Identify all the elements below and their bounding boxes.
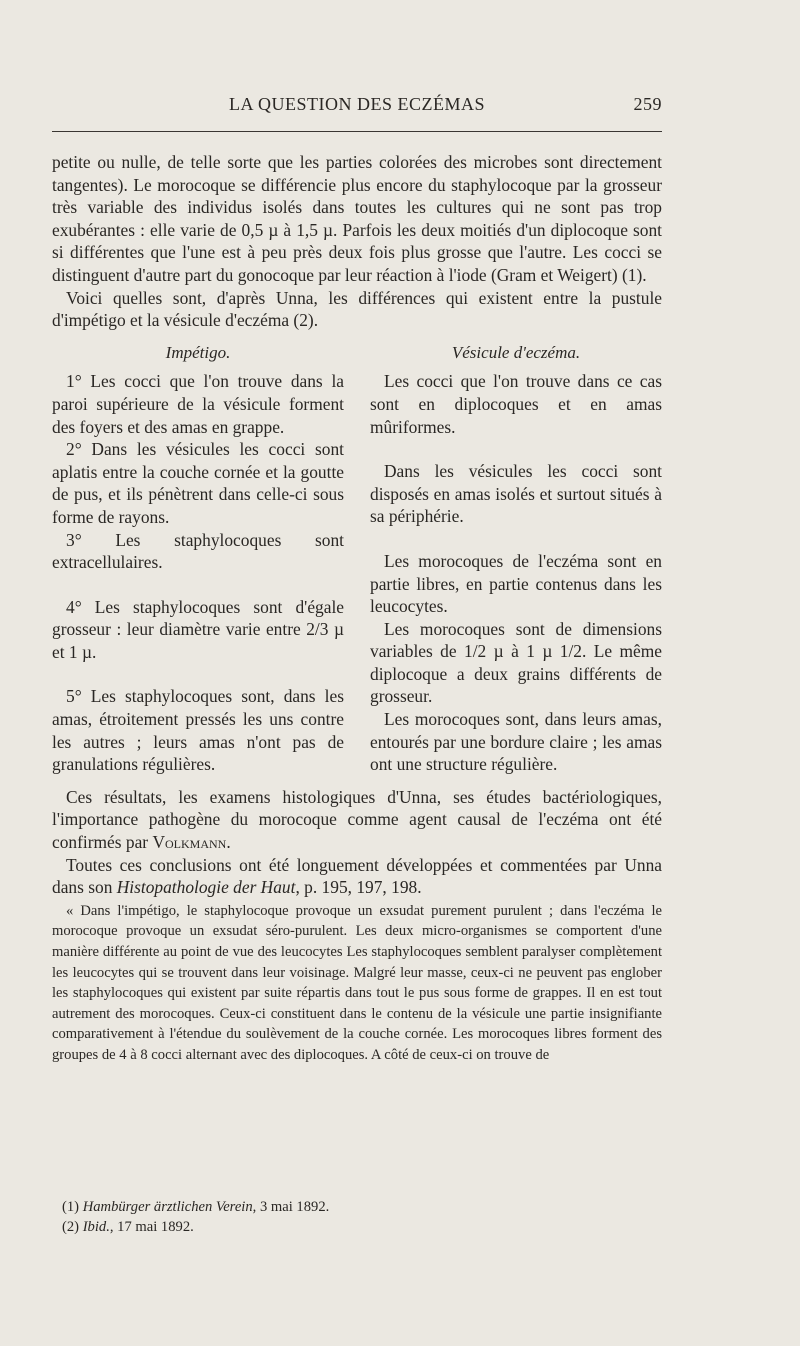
footnote-1 — [52, 1197, 662, 1217]
footnote-source: Hambürger ärztlichen Verein — [82, 1199, 253, 1215]
impetigo-item-2: 2° Dans les vésicules les cocci sont aplatis entre la couche cornée et la goutte de pus, et ils pénètrent dans celle-ci sous forme de rayons. — [52, 439, 344, 527]
book-title: Histopathologie der Haut — [116, 877, 296, 898]
conclusions-pages: , p. 195, 197, 198. — [295, 877, 422, 898]
eczema-item-5: Les morocoques sont, dans leurs amas, entourés par une bordure claire ; les amas ont une structure régulière. — [370, 709, 662, 775]
author-name: Volkmann — [152, 832, 227, 853]
impetigo-column — [52, 342, 344, 776]
eczema-column — [370, 342, 662, 776]
results-text: Ces résultats, les examens histologiques d'Unna, ses études bactériologiques, l'importance pathogène du morocoque comme agent causal de l'eczéma ont été confirmés par — [52, 786, 662, 853]
intro-paragraph: petite ou nulle, de telle sorte que les parties colorées des microbes sont directement tangentes). Le morocoque se différencie plus encore du staphylocoque par la grosseur très variable des individus isolés dans toutes les cultures qui ne sont pas trop exubérantes : elle varie de 0,5 µ à 1,5 µ. Parfois les deux moitiés d'un diplocoque sont si différentes que l'une est à peu près deux fois plus grosse que l'autre. Les cocci se distinguent d'autre part du gonocoque par leur réaction à l'iode (Gram et Weigert) (1). — [52, 152, 662, 285]
footnote-marker: (2) — [62, 1219, 80, 1235]
voici-paragraph: Voici quelles sont, d'après Unna, les différences qui existent entre la pustule d'impétigo et la vésicule d'eczéma (2). — [52, 287, 662, 331]
impetigo-item-3: 3° Les staphylocoques sont extracellulaires. — [52, 529, 344, 573]
footnote-details: , 17 mai 1892. — [109, 1219, 194, 1235]
header-rule — [52, 131, 662, 132]
footnote-source: Ibid. — [82, 1219, 110, 1235]
running-title: LA QUESTION DES ECZÉMAS — [228, 94, 485, 114]
impetigo-heading: Impétigo. — [165, 342, 231, 362]
footnote-details: , 3 mai 1892. — [252, 1199, 330, 1215]
eczema-item-2: Dans les vésicules les cocci sont disposés en amas isolés et surtout situés à sa périphérie. — [370, 461, 662, 527]
footnote-marker: (1) — [62, 1199, 80, 1215]
eczema-heading: Vésicule d'eczéma. — [451, 342, 581, 362]
conclusions-text: Toutes ces conclusions ont été longuement développées et commentées par Unna dans son — [52, 854, 662, 898]
conclusions-paragraph — [52, 854, 662, 899]
eczema-item-4: Les morocoques sont de dimensions variables de 1/2 µ à 1 µ 1/2. Le même diplocoque a deux grains différents de grosseur. — [370, 618, 662, 707]
impetigo-item-5: 5° Les staphylocoques sont, dans les amas, étroitement pressés les uns contre les autres ; leurs amas n'ont pas de granulations régulières. — [52, 686, 344, 775]
page-number: 259 — [633, 94, 662, 114]
page-body — [52, 151, 662, 1066]
footnotes — [52, 1197, 662, 1237]
quote-paragraph: « Dans l'impétigo, le staphylocoque provoque un exsudat purement purulent ; dans l'eczéma le morocoque provoque un exsudat séro-purulent. Les deux micro-organismes se comportent d'une manière différente au point de vue des leucocytes Les staphylocoques semblent paralyser complètement les leucocytes qui se trouvent dans leur voisinage. Malgré leur masse, ceux-ci ne peuvent pas englober les staphylocoques qui existent par suite répartis dans tout le pus sous forme de grappes. Il en est tout autrement des morocoques. Ceux-ci constituent dans le contenu de la vésicule une partie insignifiante comparativement à l'étendue du soulèvement de la couche cornée. Les morocoques libres forment des groupes de 4 à 8 cocci alternant avec des diplocoques. A côté de ceux-ci on trouve de — [52, 902, 662, 1063]
results-paragraph — [52, 786, 662, 854]
page-header — [52, 94, 662, 118]
comparison-columns — [52, 342, 662, 776]
impetigo-item-1: 1° Les cocci que l'on trouve dans la paroi supérieure de la vésicule forment des foyers et des amas en grappe. — [52, 371, 344, 437]
eczema-item-3: Les morocoques de l'eczéma sont en partie libres, en partie contenus dans les leucocytes. — [370, 550, 662, 617]
footnote-2 — [52, 1217, 662, 1237]
eczema-item-1: Les cocci que l'on trouve dans ce cas sont en diplocoques et en amas mûriformes. — [370, 371, 662, 437]
results-end: . — [226, 832, 231, 853]
impetigo-item-4: 4° Les staphylocoques sont d'égale grosseur : leur diamètre varie entre 2/3 µ et 1 µ. — [52, 596, 344, 662]
